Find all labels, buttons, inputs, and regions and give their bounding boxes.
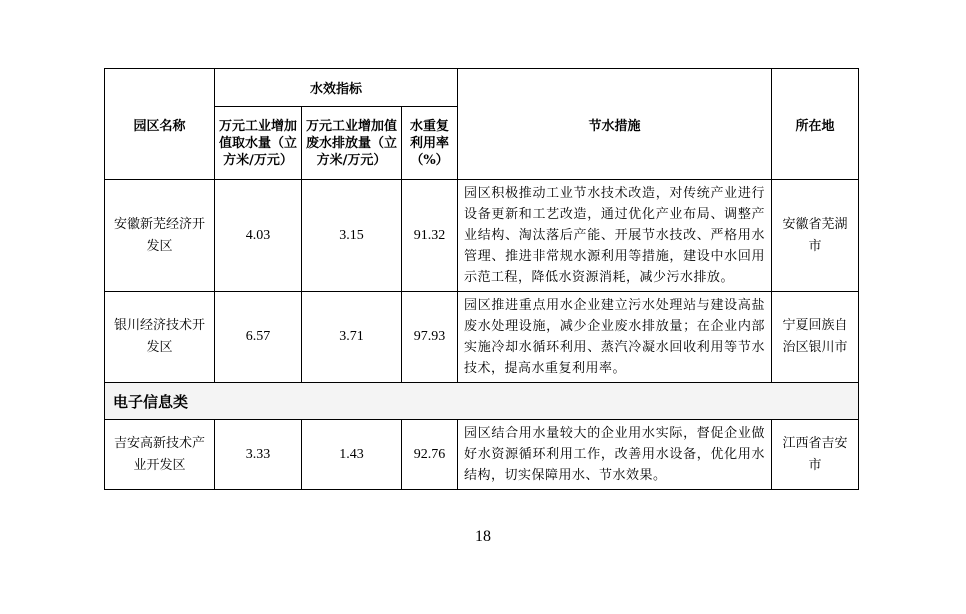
park-name-cell: 吉安高新技术产业开发区	[105, 420, 215, 490]
discharge-cell: 1.43	[302, 420, 402, 490]
page-number: 18	[475, 528, 491, 545]
location-cell: 宁夏回族自治区银川市	[772, 292, 859, 383]
header-intake: 万元工业增加值取水量（立方米/万元）	[215, 107, 302, 180]
table-row	[105, 420, 859, 490]
header-discharge: 万元工业增加值废水排放量（立方米/万元）	[302, 107, 402, 180]
header-water-efficiency: 水效指标	[215, 69, 458, 107]
reuse-cell: 92.76	[402, 420, 458, 490]
reuse-cell: 97.93	[402, 292, 458, 383]
header-reuse: 水重复利用率（%）	[402, 107, 458, 180]
location-cell: 江西省吉安市	[772, 420, 859, 490]
header-measures: 节水措施	[458, 69, 772, 180]
water-efficiency-table	[104, 68, 859, 490]
location-cell: 安徽省芜湖市	[772, 180, 859, 292]
measures-cell: 园区推进重点用水企业建立污水处理站与建设高盐废水处理设施，减少企业废水排放量；在企业内部实施冷却水循环利用、蒸汽冷凝水回收利用等节水技术，提高水重复利用率。	[458, 292, 772, 383]
header-park-name: 园区名称	[105, 69, 215, 180]
measures-cell: 园区积极推动工业节水技术改造，对传统产业进行设备更新和工艺改造，通过优化产业布局、调整产业结构、淘汰落后产能、开展节水技改、严格用水管理、推进非常规水源利用等措施，建设中水回用示范工程，降低水资源消耗，减少污水排放。	[458, 180, 772, 292]
intake-cell: 4.03	[215, 180, 302, 292]
discharge-cell: 3.15	[302, 180, 402, 292]
category-label: 电子信息类	[105, 383, 859, 420]
header-row-1	[105, 69, 859, 107]
park-name-cell: 安徽新芜经济开发区	[105, 180, 215, 292]
park-name-cell: 银川经济技术开发区	[105, 292, 215, 383]
intake-cell: 3.33	[215, 420, 302, 490]
table-row	[105, 292, 859, 383]
table-row	[105, 180, 859, 292]
category-row	[105, 383, 859, 420]
header-location: 所在地	[772, 69, 859, 180]
measures-cell: 园区结合用水量较大的企业用水实际，督促企业做好水资源循环利用工作，改善用水设备，优化用水结构，切实保障用水、节水效果。	[458, 420, 772, 490]
reuse-cell: 91.32	[402, 180, 458, 292]
discharge-cell: 3.71	[302, 292, 402, 383]
intake-cell: 6.57	[215, 292, 302, 383]
